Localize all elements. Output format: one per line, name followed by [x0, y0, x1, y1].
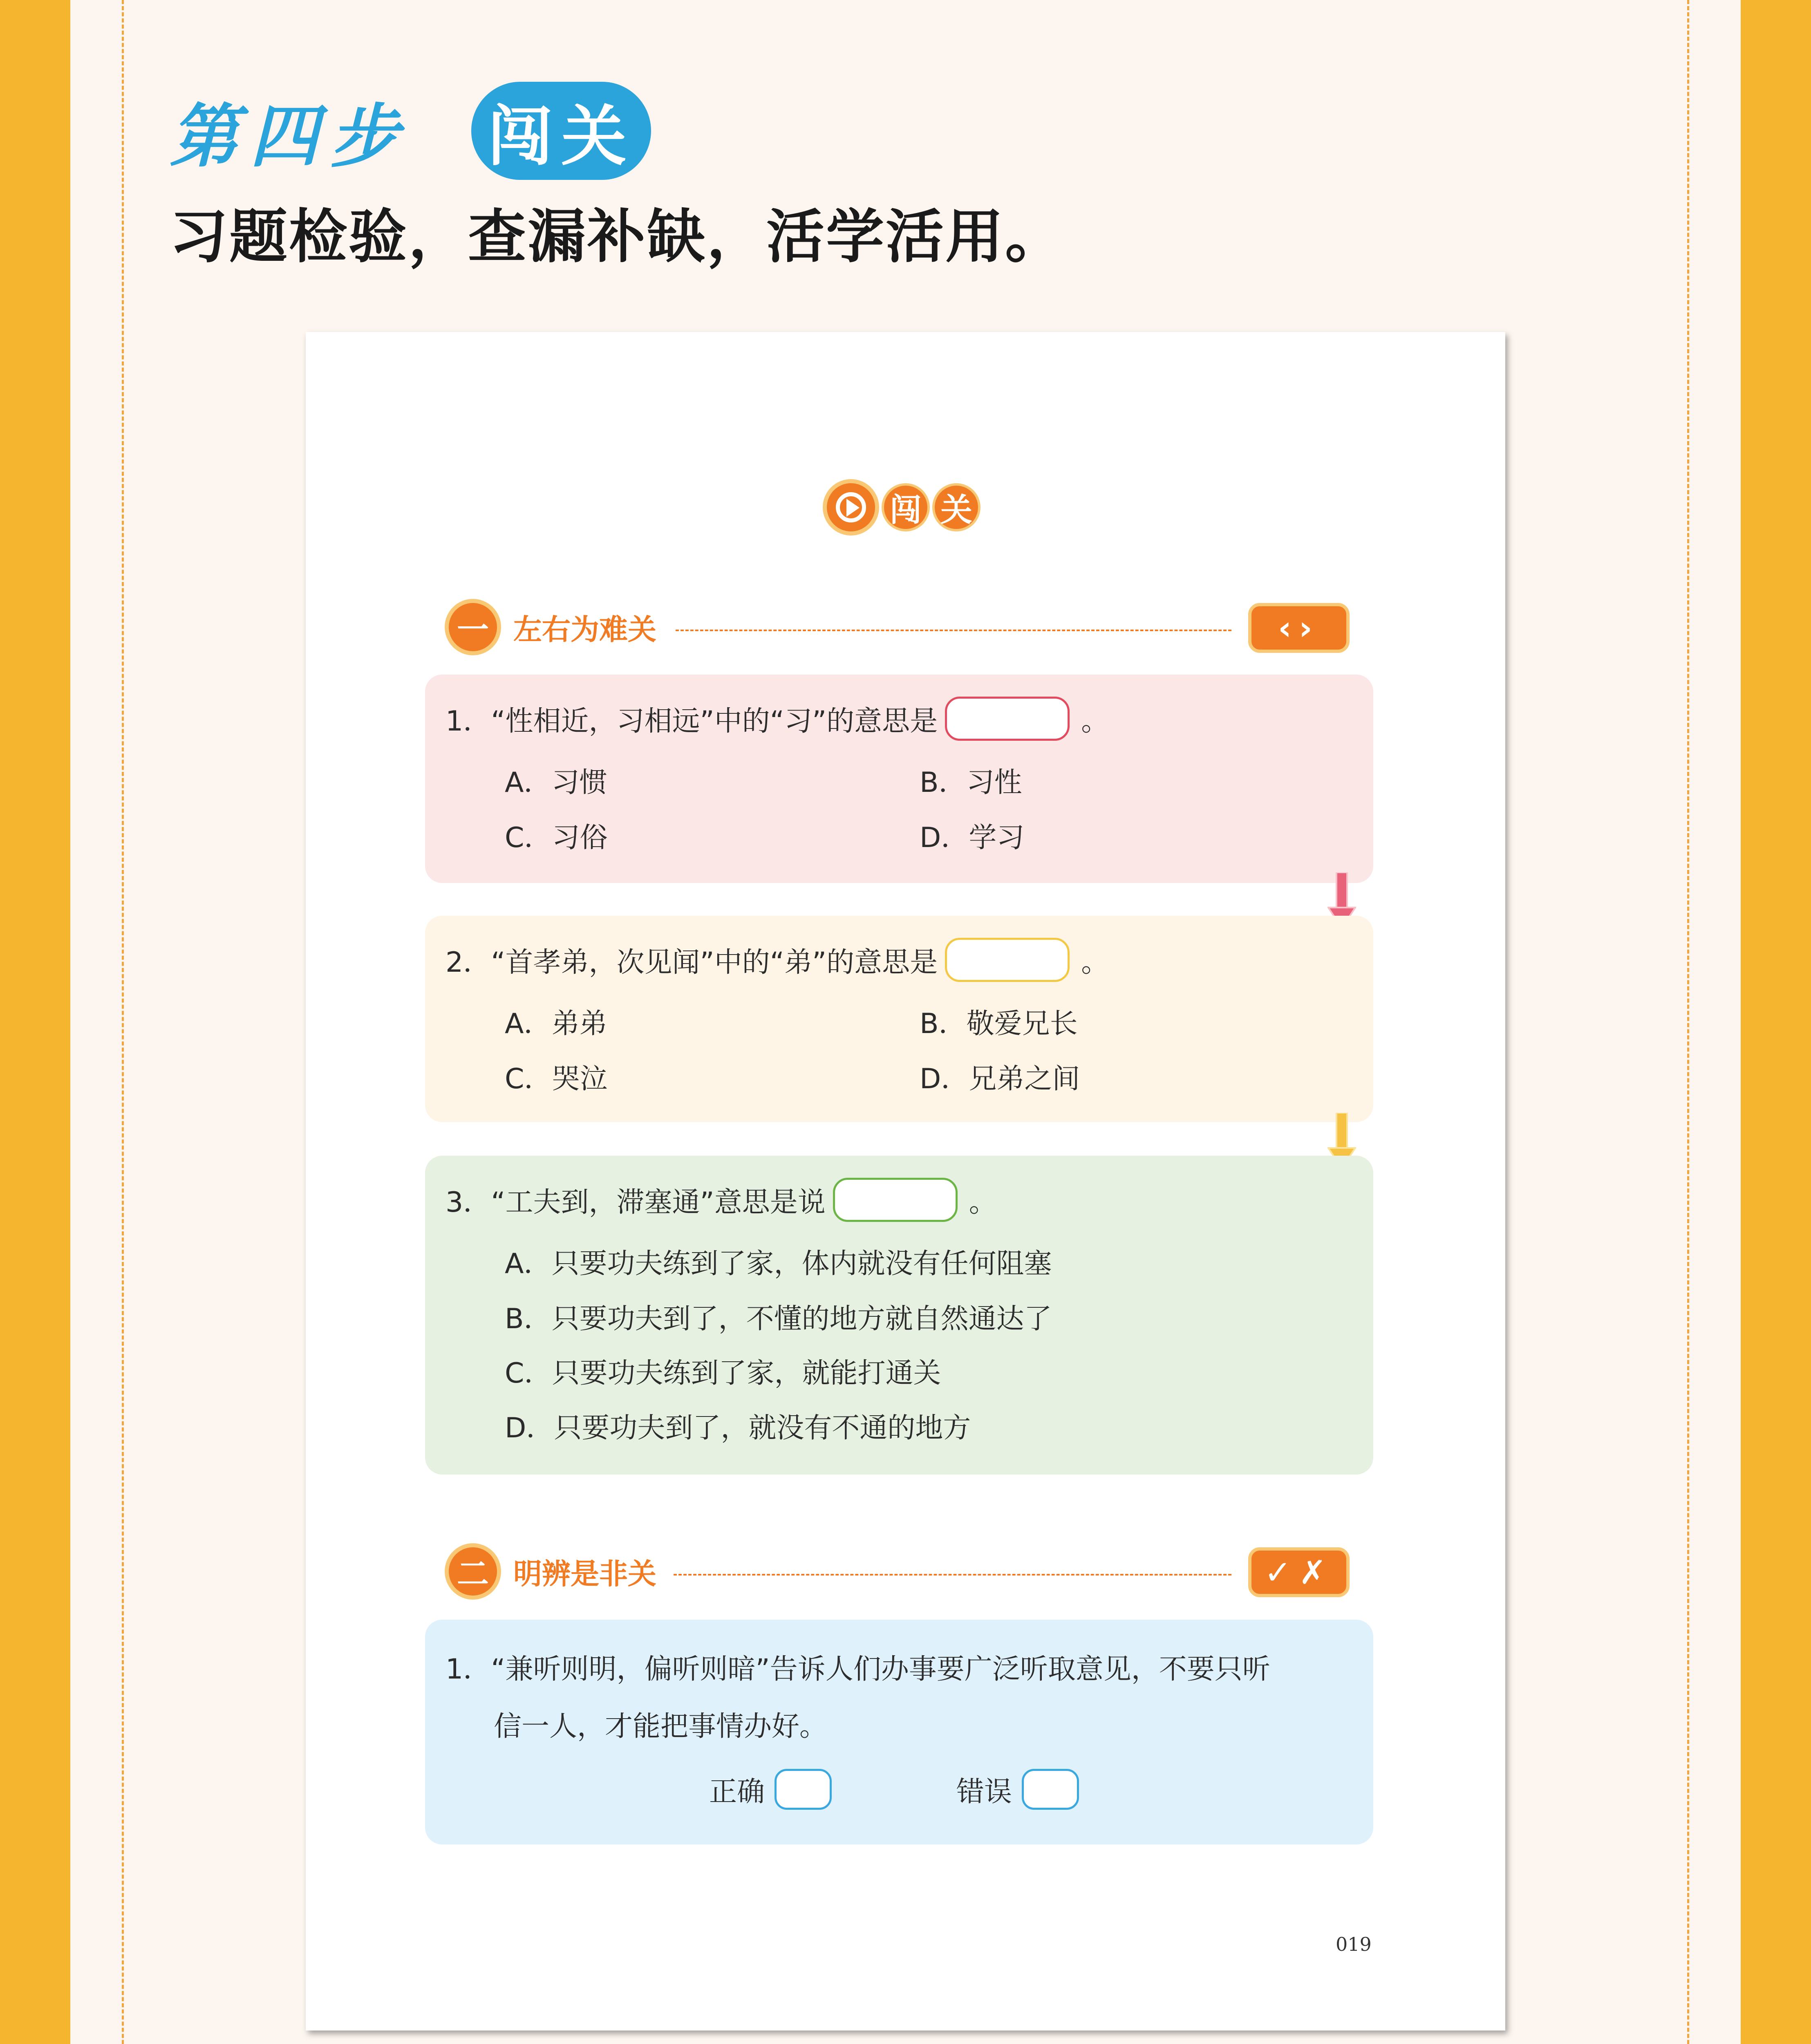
section-2-dashed-rule — [674, 1574, 1231, 1576]
question-3-end: 。 — [969, 1186, 997, 1219]
question-2-answer-box[interactable] — [945, 938, 1070, 982]
check-cross-icon: ✓✗ — [1248, 1547, 1350, 1597]
question-1-stem — [445, 694, 1109, 743]
section-1-number: 一 — [445, 599, 501, 655]
question-3-option-d[interactable]: D．只要功夫到了，就没有不通的地方 — [505, 1412, 971, 1444]
false-label: 错误 — [956, 1775, 1012, 1808]
question-2-option-b[interactable]: B．敬爱兄长 — [920, 1008, 1078, 1040]
question-3-option-c[interactable]: C．只要功夫练到了家，就能打通关 — [505, 1357, 941, 1390]
question-2-end: 。 — [1081, 946, 1109, 979]
section-1-title: 左右为难关 — [513, 612, 656, 646]
question-1-option-a[interactable]: A．习惯 — [505, 766, 607, 799]
step-header — [170, 78, 651, 184]
section-2-header — [445, 1543, 656, 1600]
false-answer-box[interactable] — [1022, 1769, 1079, 1810]
true-label: 正确 — [709, 1775, 765, 1808]
question-2-option-d[interactable]: D．兄弟之间 — [920, 1063, 1080, 1095]
question-2-text: 2．“首孝弟，次见闻”中的“弟”的意思是 — [445, 946, 938, 979]
chuang-guan-title — [823, 479, 980, 536]
question-2-box — [425, 916, 1373, 1122]
question-3-option-b[interactable]: B．只要功夫到了，不懂的地方就自然通达了 — [505, 1303, 1052, 1335]
true-option — [709, 1765, 832, 1814]
question-3-option-a[interactable]: A．只要功夫练到了家，体内就没有任何阻塞 — [505, 1248, 1052, 1280]
left-right-arrows-icon: ‹› — [1248, 603, 1350, 653]
right-dashed-border — [1687, 0, 1689, 2044]
question-2-option-a[interactable]: A．弟弟 — [505, 1008, 607, 1040]
question-2-option-c[interactable]: C．哭泣 — [505, 1063, 608, 1095]
page-number: 019 — [1336, 1933, 1372, 1955]
question-1-option-c[interactable]: C．习俗 — [505, 822, 608, 854]
true-answer-box[interactable] — [775, 1769, 832, 1810]
tf-question-line-2: 信一人，才能把事情办好。 — [494, 1710, 828, 1743]
false-option — [956, 1765, 1079, 1814]
question-3-text: 3．“工夫到，滞塞通”意思是说 — [445, 1186, 826, 1219]
step-label: 第四步 — [170, 96, 410, 177]
question-1-box — [425, 675, 1373, 883]
section-1-header — [445, 599, 656, 655]
left-orange-band — [0, 0, 70, 2044]
question-3-answer-box[interactable] — [833, 1178, 958, 1222]
title-char-1: 闯 — [882, 483, 930, 531]
question-3-box — [425, 1156, 1373, 1475]
tf-question-line-1: 1．“兼听则明，偏听则暗”告诉人们办事要广泛听取意见，不要只听 — [445, 1653, 1270, 1685]
question-1-answer-box[interactable] — [945, 697, 1070, 741]
title-char-2: 关 — [932, 483, 980, 531]
question-1-option-b[interactable]: B．习性 — [920, 766, 1022, 799]
left-dashed-border — [122, 0, 124, 2044]
section-1-dashed-rule — [676, 630, 1231, 631]
question-2-stem — [445, 935, 1109, 984]
question-1-text: 1．“性相近，习相远”中的“习”的意思是 — [445, 705, 938, 737]
play-icon — [823, 479, 879, 536]
intro-text: 习题检验，查漏补缺，活学活用。 — [170, 203, 1065, 271]
section-2-title: 明辨是非关 — [513, 1557, 656, 1591]
question-3-stem — [445, 1175, 997, 1224]
question-1-option-d[interactable]: D．学习 — [920, 822, 1025, 854]
book-page — [306, 332, 1505, 2031]
question-1-end: 。 — [1081, 705, 1109, 737]
right-orange-band — [1741, 0, 1811, 2044]
true-false-question-box — [425, 1620, 1373, 1845]
section-2-number: 二 — [445, 1543, 501, 1600]
step-pill: 闯关 — [471, 82, 651, 180]
